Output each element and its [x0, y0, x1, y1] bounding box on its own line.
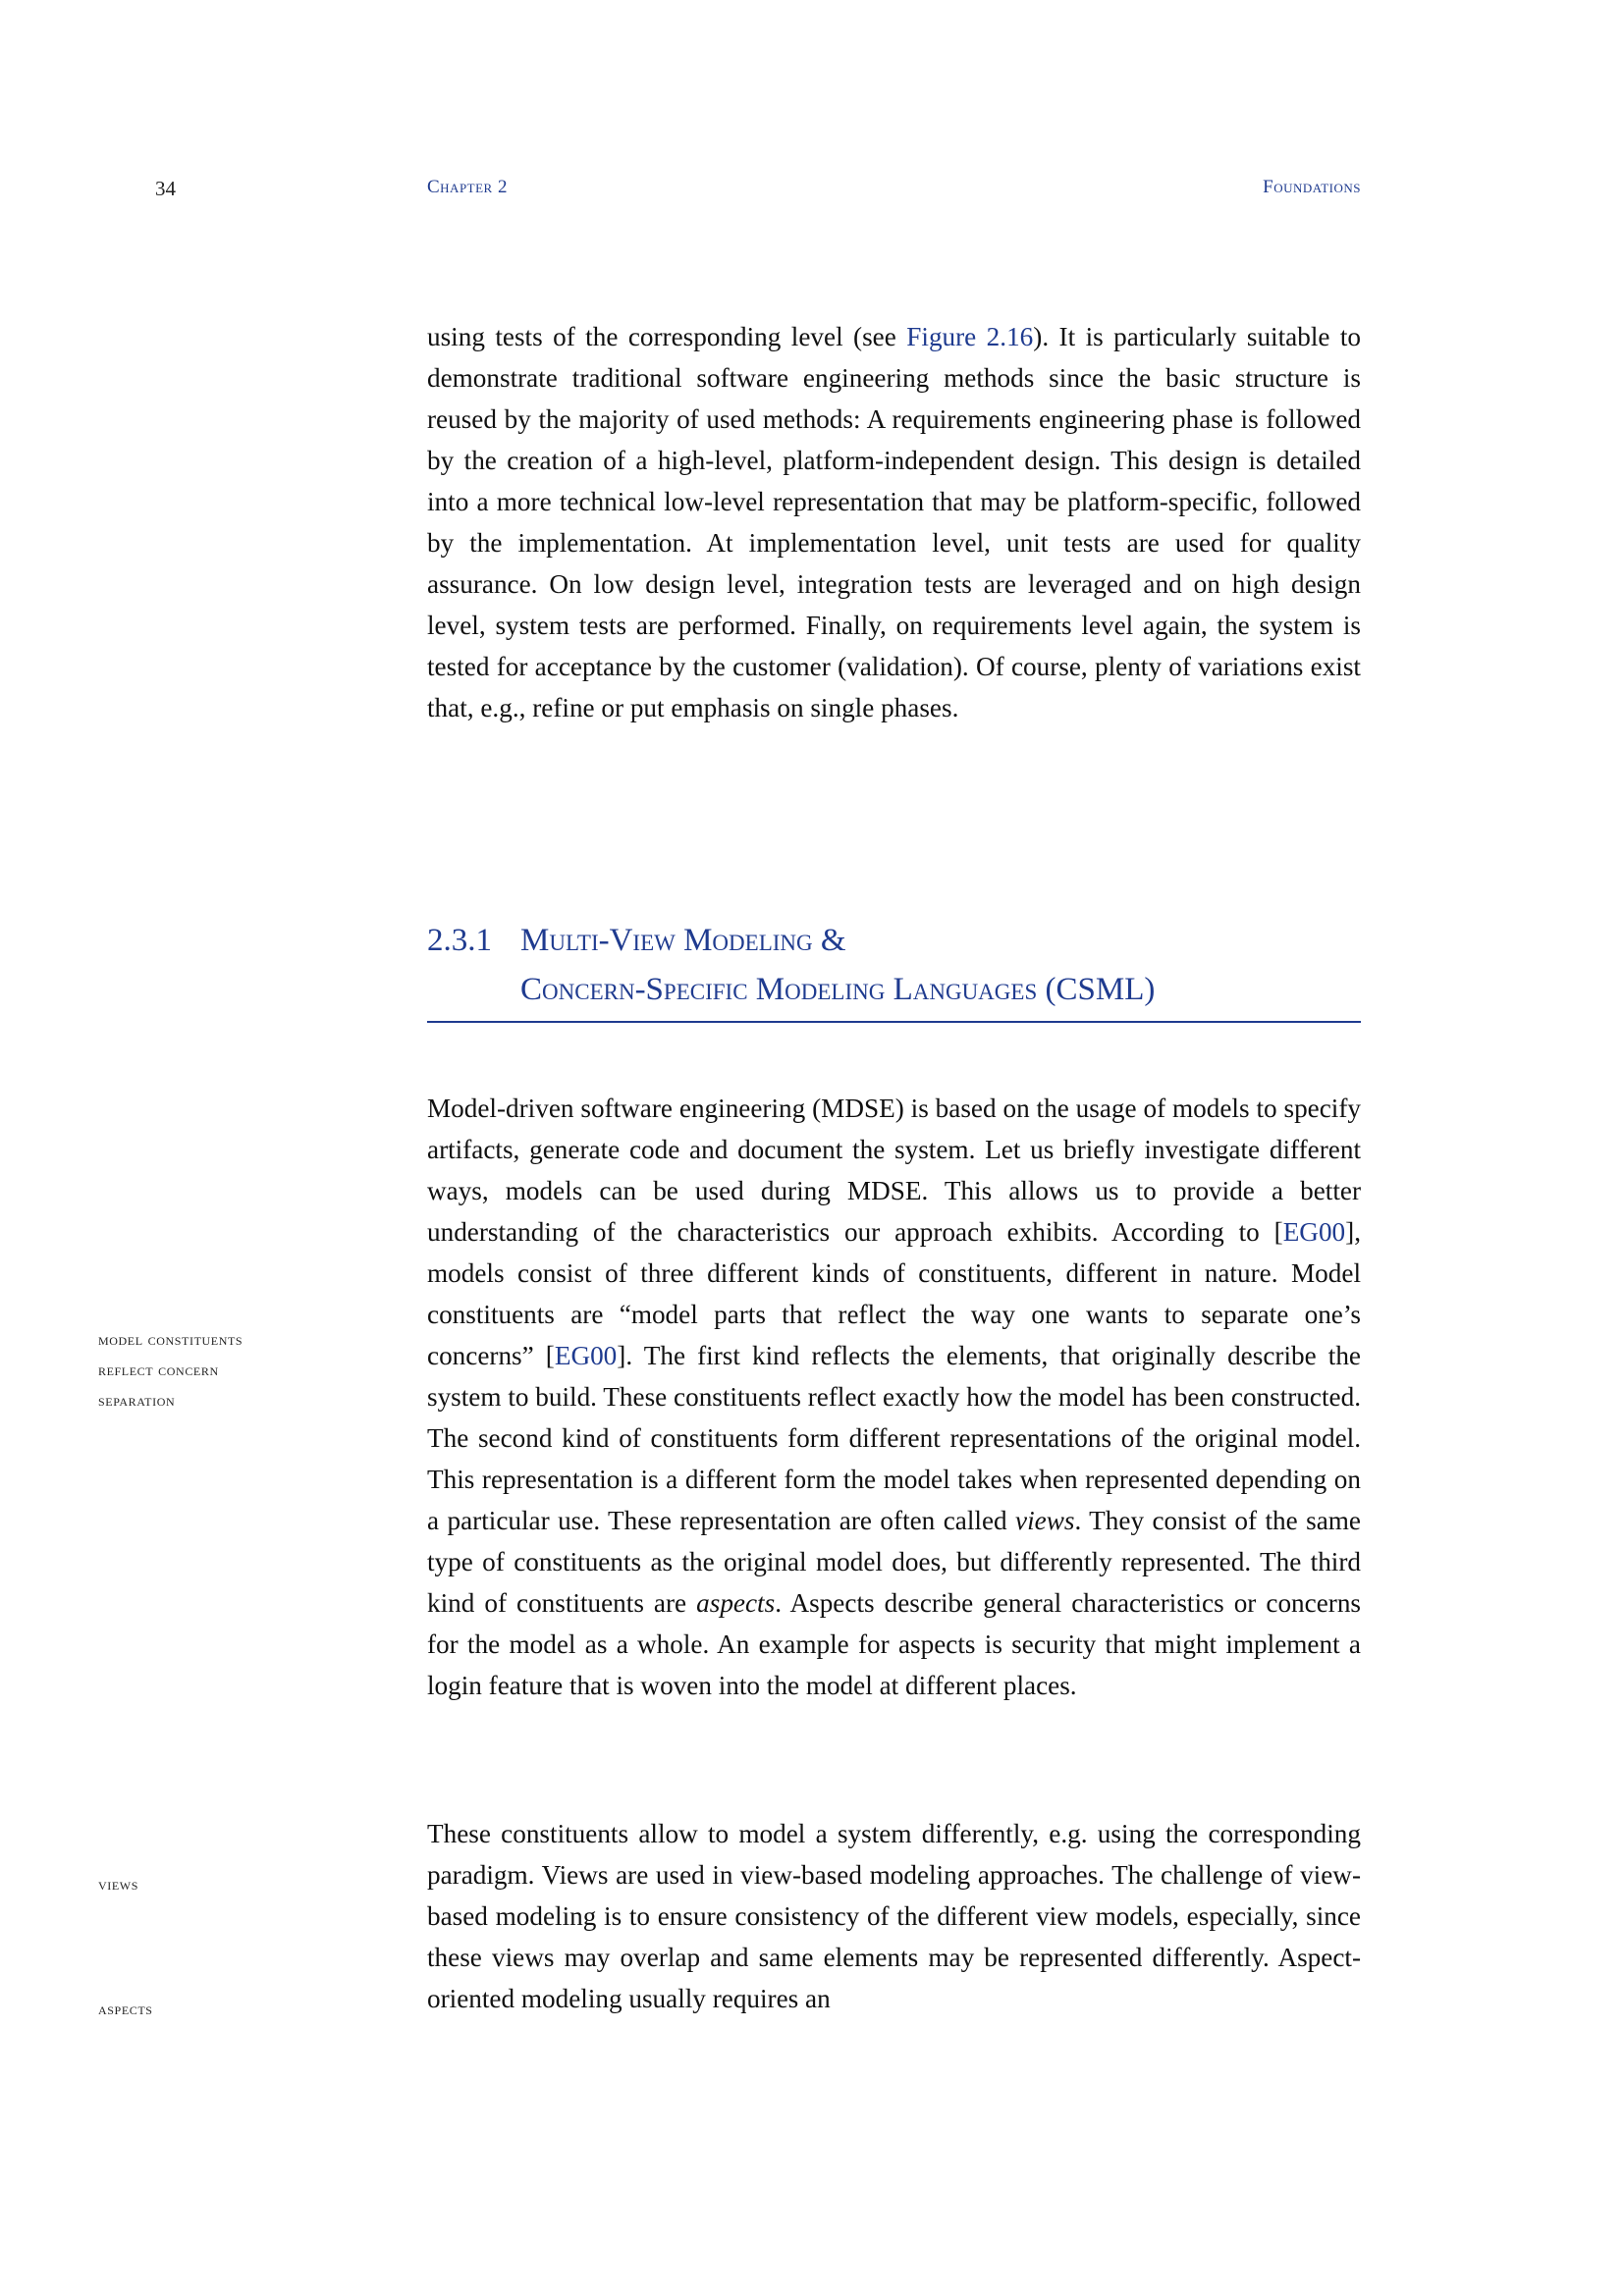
section-title — [520, 916, 1361, 1014]
running-head-title: Foundations — [1263, 177, 1361, 197]
page-number: 34 — [155, 177, 176, 200]
margin-note-aspects: aspects — [98, 1999, 153, 2018]
paragraph-mdse — [427, 1088, 1361, 1706]
paragraph-text: Model-driven software engineering (MDSE) is based on the usage of models to specify artifacts, generate code and document the system. Let us briefly investigate different ways, models can be used during MDSE. This allows us to provide a better understanding of the characteristics our approach exhibits. According to [ — [427, 1094, 1361, 1247]
margin-note-model-constituents — [98, 1324, 353, 1415]
margin-note-line: separation — [98, 1390, 176, 1410]
margin-note-views: views — [98, 1874, 138, 1894]
paragraph-text: ). It is particularly suitable to demonstrate traditional software engineering methods since the basic structure is reused by the majority of used methods: A requirements engineering phase is followed by the creation of a high-level, platform-independent design. This design is detailed into a more technical low-level representation that may be platform-specific, followed by the implementation. At implementation level, unit tests are used for quality assurance. On low design level, integration tests are leveraged and on high design level, system tests are performed. Finally, on requirements level again, the system is tested for acceptance by the customer (validation). Of course, plenty of variations exist that, e.g., refine or put emphasis on single phases. — [427, 322, 1362, 722]
paragraph-constituents: These constituents allow to model a system differently, e.g. using the corresponding paradigm. Views are used in view-based modeling approaches. The challenge of view-based modeling is to ensure consistency of the different view models, especially, since these views may overlap and same elements may be represented differently. Aspect-oriented modeling usually requires an — [427, 1819, 1361, 2013]
paragraph-intro — [427, 316, 1361, 728]
section-number: 2.3.1 — [427, 923, 492, 958]
paragraph-text: using tests of the corresponding level (see — [427, 322, 907, 351]
paragraph-text: . Aspects describe general characteristics or concerns for the model as a whole. An example for aspects is security that might implement a login feature that is woven into the model at different places. — [427, 1588, 1361, 1700]
running-head-chapter: Chapter 2 — [427, 177, 508, 197]
section-title-line: Multi-View Modeling & — [520, 923, 846, 958]
margin-note-line: model constituents — [98, 1329, 244, 1349]
paragraph-text: ]. The first kind reflects the elements, that originally describe the system to build. These constituents reflect exactly how the model has been constructed. The second kind of constituents form different representations of the original model. This representation is a different form the model takes when represented depending on a particular use. These representation are often called — [427, 1341, 1361, 1535]
paragraph-text: . They consist of the same type of constituents as the original model does, but differently represented. The third kind of constituents are — [427, 1506, 1361, 1618]
section-title-line: Concern-Specific Modeling Languages (CSML) — [520, 972, 1156, 1007]
figure-reference-link[interactable]: Figure 2.16 — [906, 322, 1034, 351]
emphasis-term: aspects — [696, 1588, 776, 1618]
citation-link[interactable]: EG00 — [1282, 1217, 1346, 1247]
section-rule — [427, 1021, 1361, 1023]
paragraph-text: ], models consist of three different kinds of constituents, different in nature. Model constituents are “model parts that reflect the way one wants to separate one’s concerns” [ — [427, 1217, 1361, 1370]
emphasis-term: views — [1015, 1506, 1075, 1535]
citation-link[interactable]: EG00 — [554, 1341, 618, 1370]
margin-note-line: reflect concern — [98, 1360, 219, 1379]
